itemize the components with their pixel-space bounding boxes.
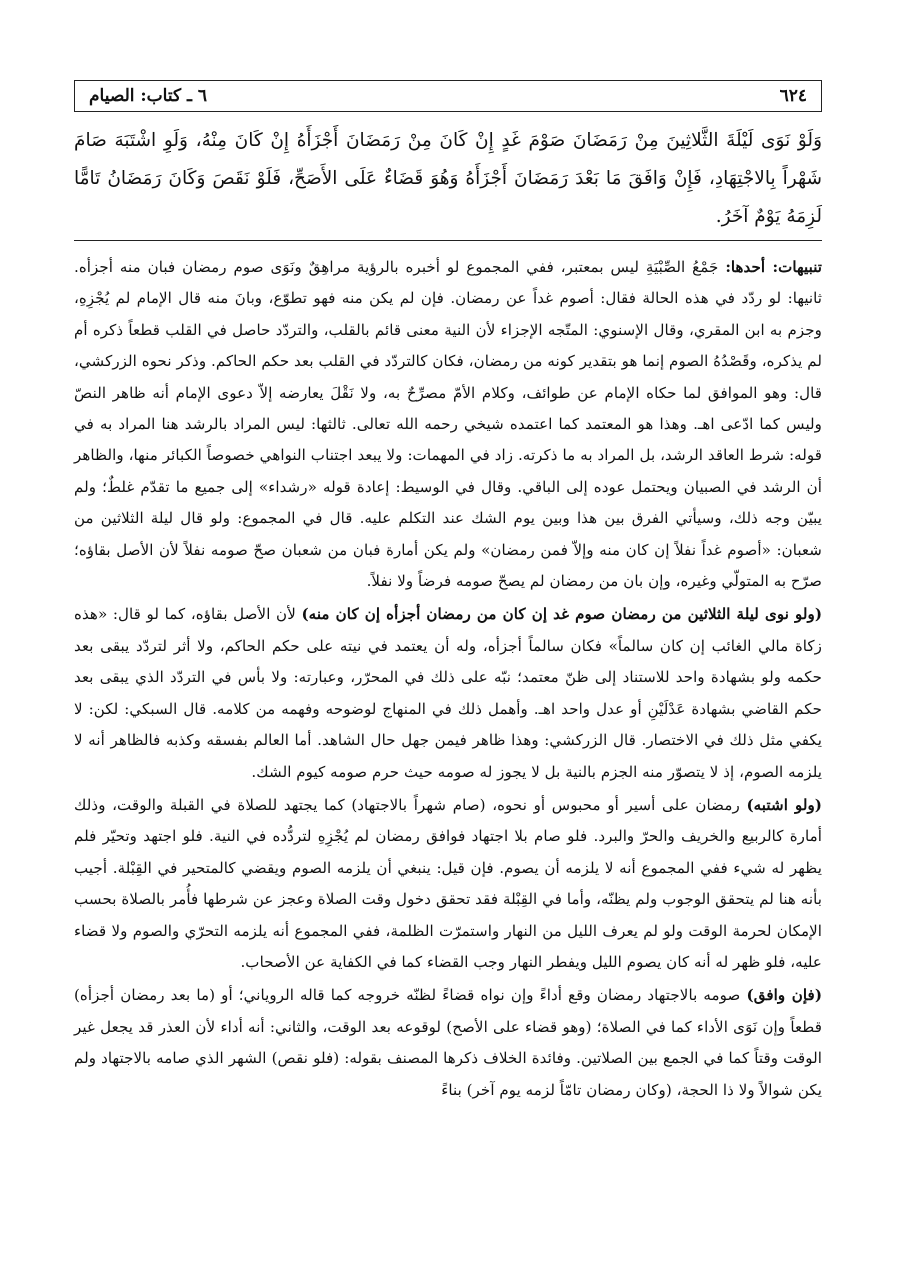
paragraph-lead: (فإن وافق) — [746, 986, 823, 1005]
commentary-paragraph — [74, 599, 822, 787]
page-header — [74, 80, 822, 112]
paragraph-lead: (ولو نوى ليلة الثلاثين من رمضان صوم غد إن كان من رمضان أجزأه إن كان منه) — [301, 605, 823, 624]
commentary-paragraph — [74, 252, 822, 597]
chapter-title: ٦ ـ كتاب: الصيام — [89, 86, 208, 106]
paragraph-text: جَمْعُ الصِّبْيَةِ ليس بمعتبر، ففي المجموع لو أخبره بالرؤية مراهِقٌ ونَوَى صوم رمضان فبان منه أجزأه. ثانيها: لو ردّد في هذه الحالة فقال: أصوم غداً عن رمضان. فإن لم يكن منه فهو تطوّع، وبانَ منه قال الإمام لم يُجْزِهِ، وجزم به ابن المقري، وقال الإسنوي: المتّجه الإجزاء لأن النية معنى قائم بالقلب، والتردّد حاصل في القلب قطعاً ذكره أم لم يذكره، وقَصْدُهُ الصوم إنما هو بتقدير كونه من رمضان، فكان كالتردّد في القلب بعد حكم الحاكم. وذكر نحوه الزركشي، قال: وهو الموافق لما حكاه الإمام عن طوائف، وكلام الأمّ مصرِّحٌ به، ولا نَقْلَ يعارضه إلاّ دعوى الإمام أنه ظاهر النصّ وليس كما ادّعى اهـ. وهذا هو المعتمد كما اعتمده شيخي رحمه الله تعالى. ثالثها: ليس المراد بالرشد هنا المراد به في قوله: شرط العاقد الرشد، بل المراد به ما ذكرته. زاد في المهمات: ولا يبعد اجتناب النواهي خصوصاً الكبائر منها، والظاهر أن الرشد في الصبيان ويحتمل عوده إلى الباقي. وقال في الوسيط: إعادة قوله «رشداء» إلى جميع ما تقدّم غلطٌ؛ ولم يبيّن وجه ذلك، وسيأتي الفرق بين هذا وبين يوم الشك عند التكلم عليه. قال في المجموع: ولو قال ليلة الثلاثين من شعبان: «أصوم غداً نفلاً إن كان منه وإلاّ فمن رمضان» ولم يكن أمارة فبان من شعبان صحّ صومه نفلاً لأن الأصل بقاؤه؛ صرّح به المتولّي وغيره، وإن بان من رمضان لم يصحّ صومه فرضاً ولا نفلاً. — [74, 258, 822, 591]
paragraph-text: صومه بالاجتهاد رمضان وقع أداءً وإن نواه قضاءً لظنّه خروجه كما قاله الروياني؛ أو (ما بعد رمضان أجزأه) قطعاً وإن نَوَى الأداء كما في الصلاة؛ (وهو قضاء على الأصح) لوقوعه بعد الوقت، والثاني: أنه أداء لأن العذر قد يجعل غير الوقت وقتاً كما في الجمع بين الصلاتين. وفائدة الخلاف ذكرها المصنف بقوله: (فلو نقص) الشهر الذي صامه بالاجتهاد ولم يكن شوالاً ولا ذا الحجة، (وكان رمضان تامّاً لزمه يوم آخر) بناءً — [74, 986, 822, 1099]
page — [74, 72, 822, 1222]
divider — [74, 240, 822, 241]
main-text: وَلَوْ نَوَى لَيْلَةَ الثَّلاثِينَ مِنْ رَمَضَانَ صَوْمَ غَدٍ إِنْ كَانَ مِنْ رَمَضَانَ أَجْزَأَهُ إِنْ كَانَ مِنْهُ، وَلَوِ اشْتَبَهَ صَامَ شَهْراً بِالاجْتِهَادِ، فَإِنْ وَافَقَ مَا بَعْدَ رَمَضَانَ أَجْزَأَهُ وَهُوَ قَضَاءٌ عَلَى الأَصَحِّ، فَلَوْ نَقَصَ وَكَانَ رَمَضَانُ تَامًّا لَزِمَهُ يَوْمٌ آخَرُ. — [74, 130, 822, 227]
page-number: ٦٢٤ — [779, 86, 807, 106]
paragraph-lead: (ولو اشتبه) — [746, 795, 822, 814]
paragraph-text: رمضان على أسير أو محبوس أو نحوه، (صام شهراً بالاجتهاد) كما يجتهد للصلاة في القبلة والوقت، وذلك أمارة كالربيع والخريف والحرّ والبرد. فلو صام بلا اجتهاد فوافق رمضان لم يُجْزِهِ لتردُّده في النية. فلو اجتهد وتحيّر فلم يظهر له شيء ففي المجموع أنه لا يلزمه أن يصوم. فإن قيل: ينبغي أن يلزمه الصوم ويقضي كالمتحير في القِبْلة. أجيب بأنه هنا لم يتحقق الوجوب ولم يظنّه، وأما في القِبْلة فقد تحقق دخول وقت الصلاة وعجز عن شرطها فأُمر بالصلاة بحسب الإمكان لحرمة الوقت ولو لم يعرف الليل من النهار واستمرّت الظلمة، ففي المجموع أنه يلزمه التحرّي والصوم ولا قضاء عليه، فلو ظهر له أنه كان يصوم الليل ويفطر النهار وجب القضاء كما في الكفاية عن الأصحاب. — [74, 795, 822, 971]
commentary-paragraph — [74, 790, 822, 978]
paragraph-text: لأن الأصل بقاؤه، كما لو قال: «هذه زكاة مالي الغائب إن كان سالماً» فكان سالماً أجزأه، وله أن يعتمد في نيته على حكم الحاكم، ولا أثر لتردّد يبقى بعد حكمه ولو بشهادة واحد للاستناد إلى ظنّ معتمد؛ نبّه على ذلك في المحرّر، وعبارته: ولا بأس في التردّد الذي يبقى بعد حكم القاضي بشهادة عَدْلَيْنِ أو عدل واحد اهـ. وأهمل ذلك في المنهاج لوضوحه وفهمه من كلامه. قال السبكي: لكن: لا يكفي مثل ذلك في الاختصار. قال الزركشي: وهذا ظاهر فيمن جهل حال الشاهد. أما العالم بفسقه وكذبه فالظاهر أنه لا يلزمه الصوم، إذ لا يتصوّر منه الجزم بالنية بل لا يجوز له صومه حيث حرم صومه كيوم الشك. — [74, 605, 822, 781]
commentary-paragraph — [74, 980, 822, 1106]
commentary — [74, 252, 822, 1108]
paragraph-lead: تنبيهات: أحدها: — [725, 258, 822, 276]
